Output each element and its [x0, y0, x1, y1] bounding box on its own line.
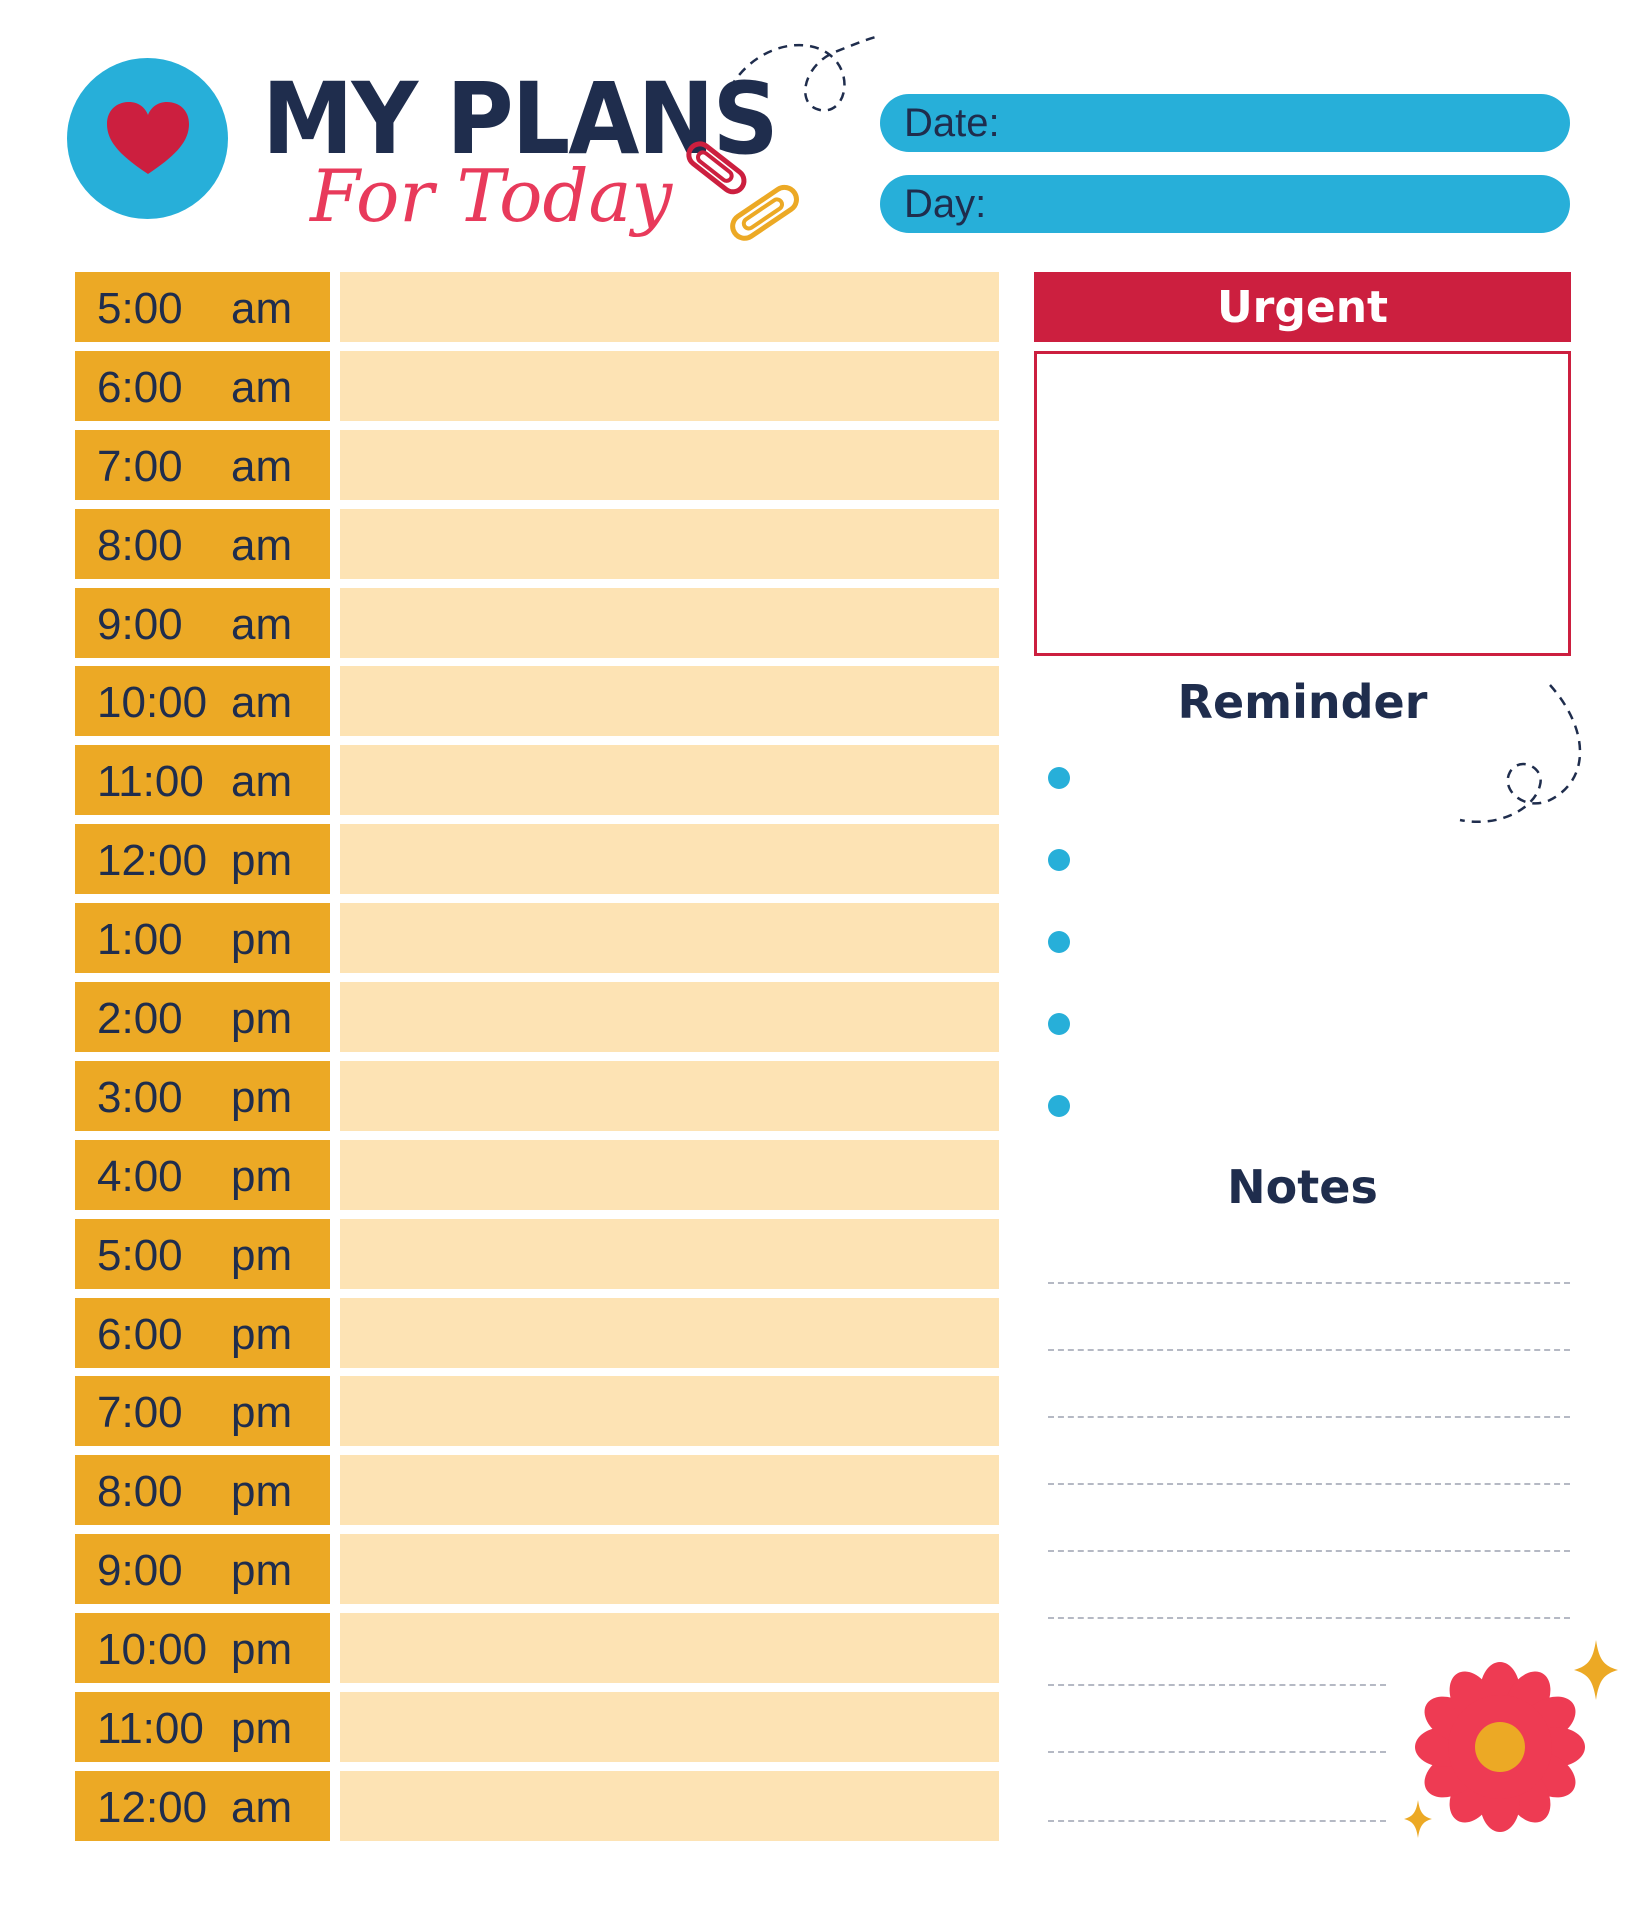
time-cell	[75, 1534, 330, 1604]
note-line[interactable]	[1048, 1550, 1570, 1552]
time-label: 11:00	[97, 757, 204, 807]
schedule-row	[75, 1613, 999, 1683]
period-label: am	[231, 678, 293, 728]
schedule-row	[75, 1455, 999, 1525]
day-label: Day:	[904, 181, 987, 226]
time-label: 5:00	[97, 284, 183, 333]
bullet	[1048, 849, 1070, 871]
period-label: pm	[231, 836, 293, 886]
notes-title: Notes	[1227, 1160, 1378, 1214]
note-line[interactable]	[1048, 1282, 1570, 1284]
time-label: 8:00	[97, 520, 183, 570]
period-label: pm	[231, 1625, 293, 1675]
bullet	[1048, 1095, 1070, 1117]
schedule-row	[75, 1692, 999, 1762]
time-label: 6:00	[97, 1309, 183, 1359]
time-label: 6:00	[97, 362, 183, 412]
sparkle-icon	[1404, 1800, 1432, 1838]
schedule-row	[75, 982, 999, 1052]
note-line[interactable]	[1048, 1751, 1386, 1753]
task-input[interactable]	[340, 1692, 999, 1762]
note-line[interactable]	[1048, 1617, 1570, 1619]
time-cell	[75, 351, 330, 421]
period-label: pm	[231, 1388, 293, 1438]
schedule-row	[75, 351, 999, 421]
bullet	[1048, 767, 1070, 789]
time-cell	[75, 1771, 330, 1841]
date-field	[880, 94, 1570, 152]
urgent-header: Urgent	[1034, 272, 1571, 342]
time-cell	[75, 1140, 330, 1210]
task-input[interactable]	[340, 509, 999, 579]
time-cell	[75, 509, 330, 579]
schedule-row	[75, 666, 999, 736]
schedule-row	[75, 1534, 999, 1604]
schedule-row	[75, 509, 999, 579]
date-label: Date:	[904, 100, 1000, 145]
time-label: 10:00	[97, 678, 208, 728]
reminder-item	[1048, 840, 1548, 880]
note-line[interactable]	[1048, 1684, 1386, 1686]
time-label: 5:00	[97, 1230, 183, 1280]
task-input[interactable]	[340, 1376, 999, 1446]
day-input[interactable]	[986, 174, 1570, 234]
schedule-row	[75, 1771, 999, 1841]
time-cell	[75, 1376, 330, 1446]
day-field	[880, 175, 1570, 233]
reminder-item	[1048, 1004, 1548, 1044]
reminder-item	[1048, 1086, 1548, 1126]
period-label: am	[231, 441, 293, 491]
time-cell	[75, 1692, 330, 1762]
time-label: 8:00	[97, 1467, 183, 1517]
task-input[interactable]	[340, 1613, 999, 1683]
note-line[interactable]	[1048, 1416, 1570, 1418]
time-label: 9:00	[97, 599, 183, 649]
period-label: am	[231, 520, 293, 570]
task-input[interactable]	[340, 982, 999, 1052]
period-label: pm	[231, 915, 293, 965]
heart-icon	[103, 98, 193, 178]
period-label: am	[231, 757, 293, 807]
bullet	[1048, 931, 1070, 953]
period-label: pm	[231, 1467, 293, 1517]
period-label: am	[231, 1782, 293, 1832]
logo-circle	[67, 58, 228, 219]
time-cell	[75, 1455, 330, 1525]
reminder-input[interactable]	[1092, 839, 1548, 881]
time-label: 11:00	[97, 1704, 204, 1754]
period-label: am	[231, 599, 293, 649]
task-input[interactable]	[340, 666, 999, 736]
period-label: pm	[231, 1230, 293, 1280]
reminder-item	[1048, 922, 1548, 962]
time-label: 4:00	[97, 1151, 183, 1201]
task-input[interactable]	[340, 745, 999, 815]
task-input[interactable]	[340, 1455, 999, 1525]
task-input[interactable]	[340, 272, 999, 342]
schedule-row	[75, 903, 999, 973]
task-input[interactable]	[340, 1219, 999, 1289]
sparkle-icon	[1574, 1640, 1618, 1700]
period-label: pm	[231, 1072, 293, 1122]
time-label: 3:00	[97, 1072, 183, 1122]
reminder-input[interactable]	[1092, 1003, 1548, 1045]
time-cell	[75, 588, 330, 658]
schedule-row	[75, 824, 999, 894]
schedule-row	[75, 430, 999, 500]
schedule-row	[75, 745, 999, 815]
reminder-input[interactable]	[1092, 757, 1548, 799]
schedule-row	[75, 1140, 999, 1210]
reminder-item	[1048, 758, 1548, 798]
time-label: 2:00	[97, 994, 183, 1044]
task-input[interactable]	[340, 1298, 999, 1368]
time-cell	[75, 824, 330, 894]
page-subtitle: For Today	[310, 154, 673, 238]
time-cell	[75, 903, 330, 973]
period-label: pm	[231, 1546, 293, 1596]
time-label: 10:00	[97, 1625, 208, 1675]
time-cell	[75, 982, 330, 1052]
task-input[interactable]	[340, 351, 999, 421]
note-line[interactable]	[1048, 1820, 1386, 1822]
task-input[interactable]	[340, 824, 999, 894]
reminder-input[interactable]	[1092, 1085, 1548, 1127]
task-input[interactable]	[340, 430, 999, 500]
period-label: am	[231, 362, 293, 412]
time-label: 7:00	[97, 1388, 183, 1438]
date-input[interactable]	[1000, 93, 1570, 153]
schedule-row	[75, 272, 999, 342]
time-label: 12:00	[97, 836, 208, 886]
reminder-input[interactable]	[1092, 921, 1548, 963]
time-label: 9:00	[97, 1546, 183, 1596]
task-input[interactable]	[340, 903, 999, 973]
time-cell	[75, 1061, 330, 1131]
task-input[interactable]	[340, 1061, 999, 1131]
period-label: pm	[231, 1151, 293, 1201]
urgent-textarea[interactable]	[1034, 351, 1571, 656]
task-input[interactable]	[340, 588, 999, 658]
period-label: pm	[231, 1309, 293, 1359]
time-cell	[75, 272, 330, 342]
paperclip-icon	[722, 182, 806, 242]
time-label: 1:00	[97, 915, 183, 965]
swirl-icon	[725, 30, 885, 120]
schedule	[75, 272, 999, 1850]
period-label: pm	[231, 1704, 293, 1754]
page-title: MY PLANS	[262, 61, 777, 177]
schedule-row	[75, 1061, 999, 1131]
reminder-title: Reminder	[1177, 675, 1428, 729]
flower-icon	[1405, 1660, 1595, 1835]
time-cell	[75, 666, 330, 736]
schedule-row	[75, 1298, 999, 1368]
note-line[interactable]	[1048, 1349, 1570, 1351]
bullet	[1048, 1013, 1070, 1035]
task-input[interactable]	[340, 1534, 999, 1604]
schedule-row	[75, 1219, 999, 1289]
period-label: am	[231, 284, 293, 333]
time-cell	[75, 430, 330, 500]
period-label: pm	[231, 994, 293, 1044]
time-cell	[75, 1298, 330, 1368]
task-input[interactable]	[340, 1771, 999, 1841]
time-label: 7:00	[97, 441, 183, 491]
schedule-row	[75, 1376, 999, 1446]
time-label: 12:00	[97, 1782, 208, 1832]
schedule-row	[75, 588, 999, 658]
time-cell	[75, 1613, 330, 1683]
note-line[interactable]	[1048, 1483, 1570, 1485]
time-cell	[75, 745, 330, 815]
time-cell	[75, 1219, 330, 1289]
task-input[interactable]	[340, 1140, 999, 1210]
